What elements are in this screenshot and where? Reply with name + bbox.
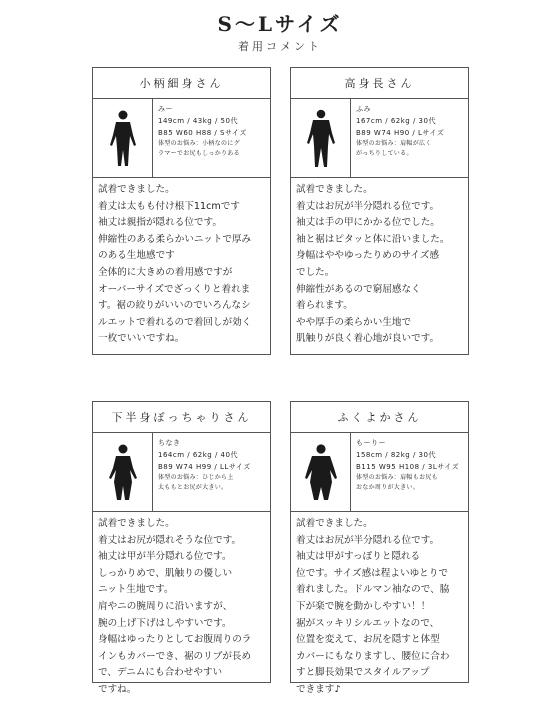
profile-row <box>93 99 270 178</box>
page-title: S～Lサイズ <box>217 12 343 36</box>
model-card-plump <box>290 401 469 695</box>
profile-row <box>93 433 270 512</box>
profile-info <box>153 433 270 511</box>
fitting-comment: 試着できました。 着丈はお尻が隠れそうな位です。 袖丈は甲が半分隠れる位です。 しっかりめで、肌触りの優しい ニット生地です。 肩やニの腕周りに沿いますが、 腕の上げ下げはしやすいです。 身幅はゆったりとしてお腹周りのラ インもカバーでき、裾のリブが長め で、デニムにも合わせやすい ですね。 <box>98 518 252 695</box>
model-card-petite <box>92 67 271 355</box>
fitting-comment: 試着できました。 着丈はお尻が半分隠れる位です。 袖丈は甲がすっぽりと隠れる 位です。サイズ感は程よいゆとりで 着れました。ドルマン袖なので、脇 下が楽で腕を動かしやすい！！ 裾がスッキリシルエットなので、 位置を変えて、お尻を隠すと体型 カバーにもなりますし、腰位に合わ すと脚長効果でスタイルアップ できます♪ <box>296 518 450 695</box>
worry-line-2: がっちりしている。 <box>356 150 413 157</box>
worry-line-1: 体型のお悩み：肩幅が広く <box>356 140 432 147</box>
card-title: ふくよかさん <box>291 402 468 433</box>
nickname: みー <box>158 105 173 113</box>
worry-line-1: 体型のお悩み：小柄なのにグ <box>158 140 240 147</box>
measurements: B85 W60 H88 / Sサイズ <box>158 129 247 137</box>
model-card-pear <box>92 401 271 695</box>
model-card-tall <box>290 67 469 355</box>
card-title: 下半身ぽっちゃりさん <box>93 402 270 433</box>
card-title: 小柄細身さん <box>93 68 270 99</box>
measurements: B115 W95 H108 / 3Lサイズ <box>356 463 460 471</box>
stats: 164cm / 62kg / 40代 <box>158 451 238 459</box>
worry-line-1: 体型のお悩み：肩幅もお尻も <box>356 474 438 481</box>
fitting-comment: 試着できました。 着丈はお尻が半分隠れる位です。 袖丈は手の甲にかかる位でした。 袖と裾はピタッと体に沿いました。 身幅はややゆったりめのサイズ感 でした。 伸縮性があるので窮屈感なく 着られます。 やや厚手の柔らかい生地で 肌触りが良く着心地が良いです。 <box>296 184 450 345</box>
profile-info <box>351 433 468 511</box>
nickname: ふみ <box>356 105 371 113</box>
plump-silhouette-icon <box>291 433 351 511</box>
tall-silhouette-icon <box>291 99 351 177</box>
worry-line-2: 太ももとお尻が大きい。 <box>158 484 228 491</box>
curvy-silhouette-icon <box>93 433 153 511</box>
stats: 158cm / 82kg / 30代 <box>356 451 436 459</box>
profile-info <box>351 99 468 177</box>
measurements: B89 W74 H90 / Lサイズ <box>356 129 445 137</box>
worry-line-1: 体型のお悩み：ひじから上 <box>158 474 234 481</box>
card-title: 高身長さん <box>291 68 468 99</box>
stats: 149cm / 43kg / 50代 <box>158 117 238 125</box>
profile-row <box>291 99 468 178</box>
nickname: もーりー <box>356 439 386 447</box>
nickname: ちなき <box>158 439 181 447</box>
slim-silhouette-icon <box>93 99 153 177</box>
profile-row <box>291 433 468 512</box>
page-subtitle: 着用コメント <box>238 40 322 53</box>
stats: 167cm / 62kg / 30代 <box>356 117 436 125</box>
profile-info <box>153 99 270 177</box>
measurements: B89 W74 H99 / LLサイズ <box>158 463 251 471</box>
worry-line-2: おなか周りが大きい。 <box>356 484 420 491</box>
fitting-comment: 試着できました。 着丈は太もも付け根下11cmです 袖丈は親指が隠れる位です。 伸縮性のある柔らかいニットで厚み のある生地感です 全体的に大きめの着用感ですが オーバーサイズでざっくりと着れま す。裾の絞りがいいのでいろんなシ ルエットで着れるので着回しが効く 一枚でいいですね。 <box>98 184 252 345</box>
worry-line-2: ラマーでお尻もしっかりある <box>158 150 240 157</box>
